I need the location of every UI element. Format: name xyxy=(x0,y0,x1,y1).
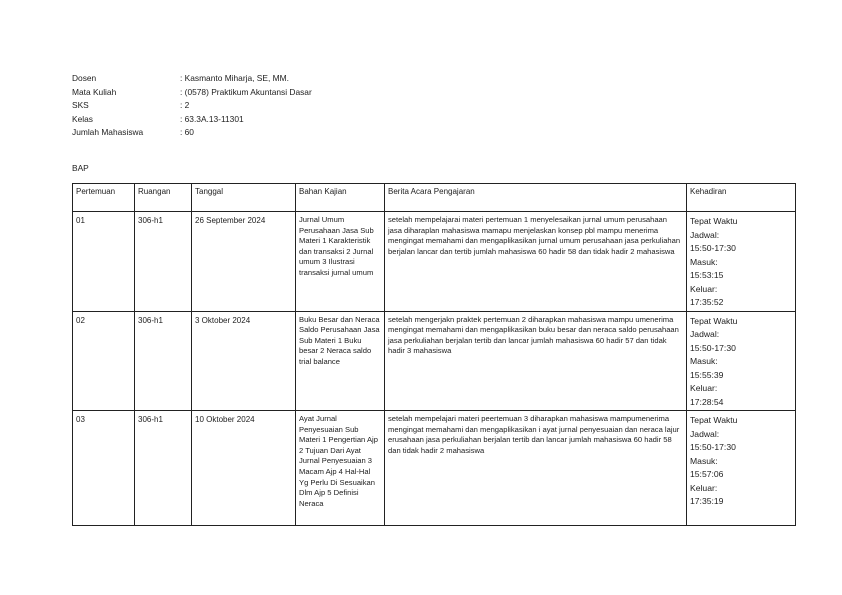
kehadiran-jadwal-value: 15:50-17:30 xyxy=(690,442,736,452)
kehadiran-jadwal-label: Jadwal: xyxy=(690,329,720,339)
header-tanggal: Tanggal xyxy=(192,184,296,212)
info-row-mata-kuliah xyxy=(72,86,312,100)
cell-ruangan: 306-h1 xyxy=(135,212,192,312)
cell-berita-acara: setelah mengerjakn praktek pertemuan 2 diharapkan mahasiswa mampu umenerima mengingat memahami dan mengaplikasikan buku besar dan neraca saldo perusahaan jasa perkuliahan berjalan tertib dan lancar jumlah mahasiswa 60 hadir 57 dan tidak hadir 3 mahasiswa xyxy=(385,311,687,411)
info-label: Kelas xyxy=(72,113,93,124)
header-pertemuan: Pertemuan xyxy=(73,184,135,212)
table-row xyxy=(73,311,796,411)
info-label: Jumlah Mahasiswa xyxy=(72,127,144,137)
kehadiran-keluar-label: Keluar: xyxy=(690,283,718,294)
cell-ruangan: 306-h1 xyxy=(135,411,192,526)
table-row xyxy=(73,212,796,312)
info-row-dosen xyxy=(72,72,312,86)
cell-kehadiran xyxy=(687,212,796,312)
kehadiran-keluar-label: Keluar: xyxy=(690,383,718,393)
kehadiran-masuk-label: Masuk: xyxy=(690,256,718,267)
info-value: : 2 xyxy=(180,100,190,110)
cell-bahan-kajian: Jurnal Umum Perusahaan Jasa Sub Materi 1 Karakteristik dan transaksi 2 Jurnal umum 3 Ilustrasi transaksi jurnal umum xyxy=(296,212,385,312)
bap-heading: BAP xyxy=(72,163,89,173)
info-label: Mata Kuliah xyxy=(72,86,117,97)
cell-berita-acara: setelah mempelajarai materi pertemuan 1 menyelesaikan jurnal umum perusahaan jasa diharaplan mahasiswa mamapu menjelaskan konsep pbl mampu menerima mengingat memahami dan mengaplikasikan jurnal umum perusahaan jasa perkuliahan berjalan lancar dan tertib jumlah mahasiswa 60 hadir 58 dan tidak hadir 2 mahasiswa xyxy=(385,212,687,312)
kehadiran-masuk-value: 15:53:15 xyxy=(690,270,724,280)
table-row xyxy=(73,411,796,526)
kehadiran-jadwal-value: 15:50-17:30 xyxy=(690,342,736,353)
cell-kehadiran xyxy=(687,311,796,411)
kehadiran-keluar-value: 17:28:54 xyxy=(690,396,724,407)
cell-tanggal: 10 Oktober 2024 xyxy=(192,411,296,526)
cell-pertemuan: 02 xyxy=(73,311,135,411)
kehadiran-status: Tepat Waktu xyxy=(690,415,738,425)
cell-ruangan: 306-h1 xyxy=(135,311,192,411)
cell-kehadiran xyxy=(687,411,796,526)
kehadiran-jadwal-label: Jadwal: xyxy=(690,229,720,240)
kehadiran-status: Tepat Waktu xyxy=(690,216,738,226)
header-kehadiran: Kehadiran xyxy=(687,184,796,212)
header-bahan-kajian: Bahan Kajian xyxy=(296,184,385,212)
cell-bahan-kajian: Buku Besar dan Neraca Saldo Perusahaan Jasa Sub Materi 1 Buku besar 2 Neraca saldo trial balance xyxy=(296,311,385,411)
cell-berita-acara: setelah mempelajari materi peertemuan 3 diharapkan mahasiswa mampumenerima mengingat memahami dan mengaplikasikan i ayat jurnal penyesuaian dan neraca lajur erusahaan jasa perkuliahan berjalan tertib dan lancar jumlah mahasiswa 60 hadir 58 dan tidak hadir 2 mahasiswa xyxy=(385,411,687,526)
kehadiran-jadwal-label: Jadwal: xyxy=(690,428,720,439)
kehadiran-masuk-value: 15:57:06 xyxy=(690,469,724,479)
table-header-row xyxy=(73,184,796,212)
info-row-kelas xyxy=(72,113,312,127)
kehadiran-masuk-label: Masuk: xyxy=(690,455,718,466)
info-value: : Kasmanto Miharja, SE, MM. xyxy=(180,73,289,83)
header-berita-acara: Berita Acara Pengajaran xyxy=(385,184,687,212)
info-value: : 60 xyxy=(180,127,194,137)
info-label: Dosen xyxy=(72,73,97,83)
info-row-jumlah-mahasiswa xyxy=(72,126,312,140)
kehadiran-jadwal-value: 15:50-17:30 xyxy=(690,243,736,253)
cell-pertemuan: 01 xyxy=(73,212,135,312)
cell-tanggal: 3 Oktober 2024 xyxy=(192,311,296,411)
info-value: : 63.3A.13-11301 xyxy=(180,113,244,124)
cell-tanggal: 26 September 2024 xyxy=(192,212,296,312)
bap-table xyxy=(72,183,796,526)
kehadiran-masuk-value: 15:55:39 xyxy=(690,369,724,380)
kehadiran-keluar-value: 17:35:19 xyxy=(690,496,724,506)
kehadiran-keluar-value: 17:35:52 xyxy=(690,297,724,307)
info-label: SKS xyxy=(72,100,89,110)
kehadiran-keluar-label: Keluar: xyxy=(690,482,718,493)
info-value: : (0578) Praktikum Akuntansi Dasar xyxy=(180,86,312,97)
kehadiran-masuk-label: Masuk: xyxy=(690,356,718,366)
cell-bahan-kajian: Ayat Jurnal Penyesuaian Sub Materi 1 Pengertian Ajp 2 Tujuan Dari Ayat Jurnal Penyesuaian 3 Macam Ajp 4 Hal-Hal Yg Perlu Di Sesuaikan Dlm Ajp 5 Definisi Neraca xyxy=(296,411,385,526)
kehadiran-status: Tepat Waktu xyxy=(690,315,738,326)
course-info xyxy=(72,72,312,140)
info-row-sks xyxy=(72,99,312,113)
header-ruangan: Ruangan xyxy=(135,184,192,212)
cell-pertemuan: 03 xyxy=(73,411,135,526)
